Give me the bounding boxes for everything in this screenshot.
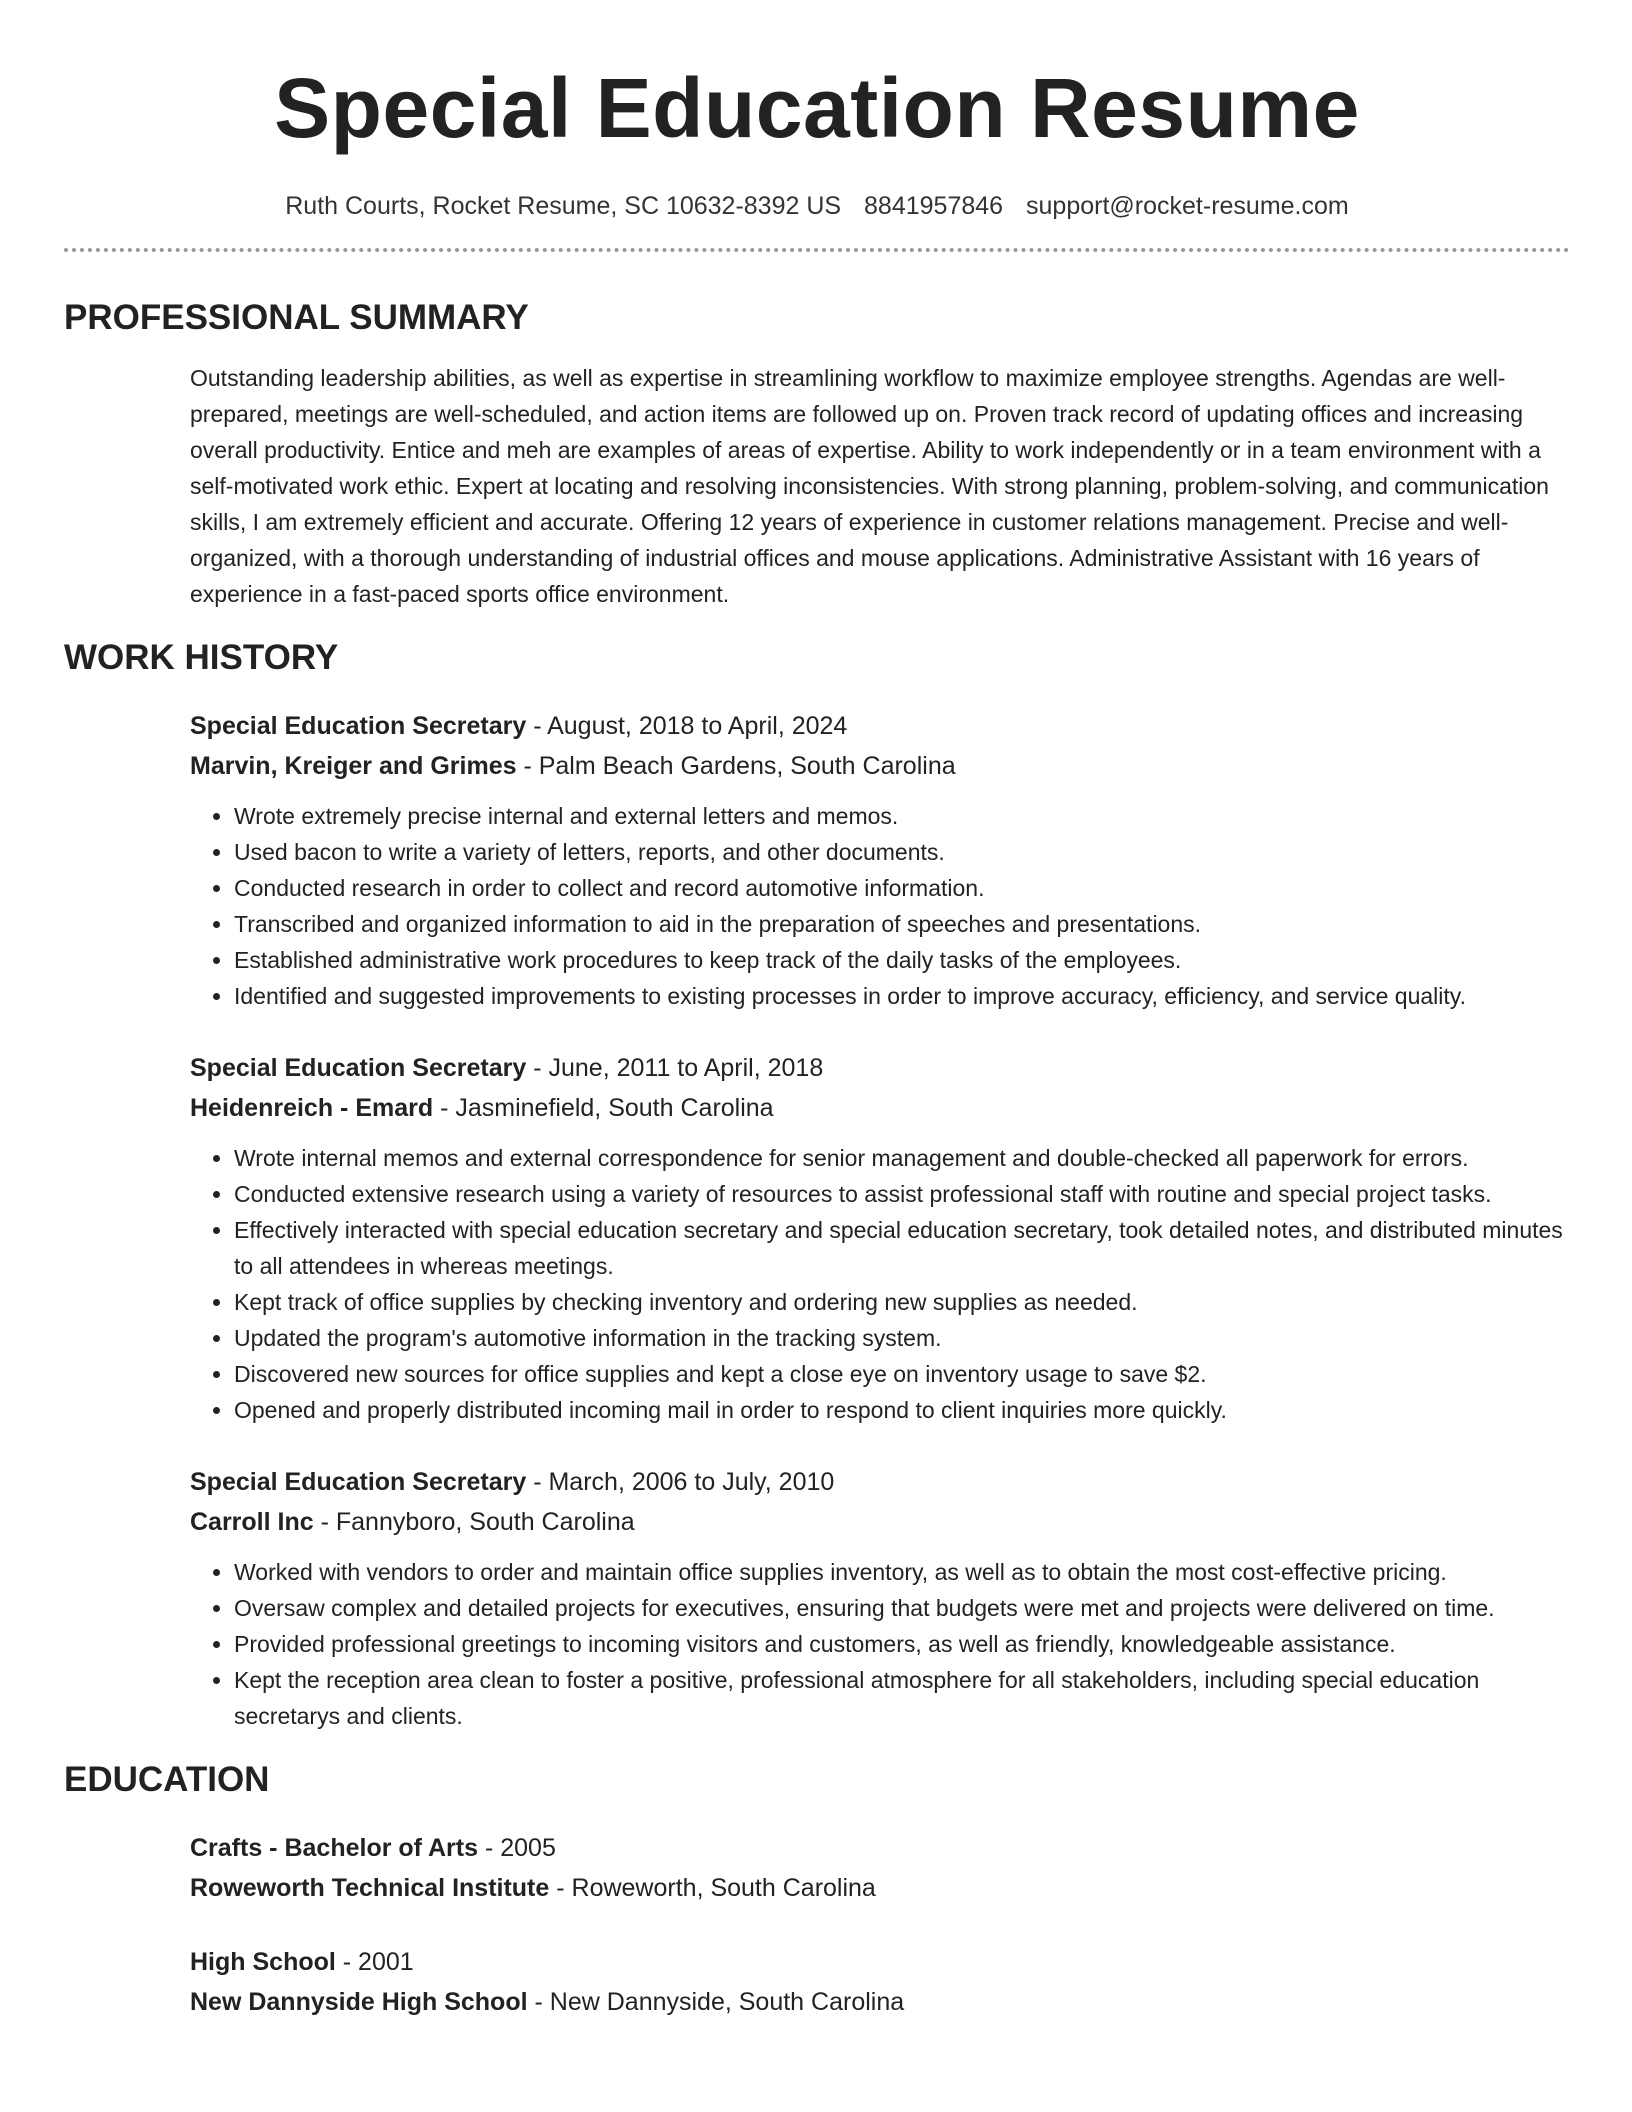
education-school-line bbox=[190, 1982, 1570, 2022]
work-history-section bbox=[64, 636, 1570, 1734]
job-duty: • Discovered new sources for office supplies and kept a close eye on inventory usage to save $2. bbox=[234, 1356, 1570, 1392]
job-duty: • Transcribed and organized information to aid in the preparation of speeches and presentations. bbox=[234, 906, 1570, 942]
summary-body bbox=[64, 360, 1570, 612]
job-title-line bbox=[190, 1462, 1570, 1502]
job-duties-list bbox=[190, 1554, 1570, 1734]
job-title-line bbox=[190, 706, 1570, 746]
job-duty: • Identified and suggested improvements to existing processes in order to improve accuracy, efficiency, and service quality. bbox=[234, 978, 1570, 1014]
job-title: Special Education Secretary bbox=[190, 1468, 527, 1496]
work-history-heading: WORK HISTORY bbox=[64, 638, 339, 677]
job-entry bbox=[190, 1048, 1570, 1428]
job-duties-list bbox=[190, 1140, 1570, 1428]
job-company-line bbox=[190, 1502, 1570, 1542]
education-heading: EDUCATION bbox=[64, 1760, 270, 1799]
job-duty: • Kept track of office supplies by checking inventory and ordering new supplies as needed. bbox=[234, 1284, 1570, 1320]
job-duty: • Updated the program's automotive information in the tracking system. bbox=[234, 1320, 1570, 1356]
job-title: Special Education Secretary bbox=[190, 712, 527, 740]
education-degree: High School bbox=[190, 1948, 336, 1976]
contact-address: Ruth Courts, Rocket Resume, SC 10632-8392 US bbox=[285, 192, 842, 220]
header-divider bbox=[64, 248, 1570, 252]
education-year: - 2001 bbox=[335, 1948, 414, 1976]
job-company: Carroll Inc bbox=[190, 1508, 314, 1536]
job-company-line bbox=[190, 1088, 1570, 1128]
job-company: Heidenreich - Emard bbox=[190, 1094, 434, 1122]
job-company-line bbox=[190, 746, 1570, 786]
job-duty: • Wrote internal memos and external correspondence for senior management and double-checked all paperwork for errors. bbox=[234, 1140, 1570, 1176]
contact-info bbox=[64, 190, 1570, 222]
contact-phone: 8841957846 bbox=[864, 192, 1004, 220]
job-duty: • Conducted extensive research using a variety of resources to assist professional staff with routine and special project tasks. bbox=[234, 1176, 1570, 1212]
job-duty: • Oversaw complex and detailed projects for executives, ensuring that budgets were met and projects were delivered on time. bbox=[234, 1590, 1570, 1626]
job-entry bbox=[190, 1462, 1570, 1734]
summary-text: Outstanding leadership abilities, as well as expertise in streamlining workflow to maximize employee strengths. Agendas are well-prepared, meetings are well-scheduled, and action items are followed up on. Proven track record of updating offices and increasing overall productivity. Entice and meh are examples of areas of expertise. Ability to work independently or in a team environment with a self-motivated work ethic. Expert at locating and resolving inconsistencies. With strong planning, problem-solving, and communication skills, I am extremely efficient and accurate. Offering 12 years of experience in customer relations management. Precise and well-organized, with a thorough understanding of industrial offices and mouse applications. Administrative Assistant with 16 years of experience in a fast-paced sports office environment. bbox=[190, 365, 1549, 607]
education-school: New Dannyside High School bbox=[190, 1988, 528, 2016]
job-duty: • Wrote extremely precise internal and external letters and memos. bbox=[234, 798, 1570, 834]
job-location: - Fannyboro, South Carolina bbox=[313, 1508, 635, 1536]
job-dates: - March, 2006 to July, 2010 bbox=[526, 1468, 835, 1496]
education-body bbox=[64, 1828, 1570, 2022]
education-school-line bbox=[190, 1868, 1570, 1908]
education-school: Roweworth Technical Institute bbox=[190, 1874, 550, 1902]
job-duty: • Worked with vendors to order and maintain office supplies inventory, as well as to obtain the most cost-effective pricing. bbox=[234, 1554, 1570, 1590]
summary-section bbox=[64, 296, 1570, 612]
job-duty: • Used bacon to write a variety of letters, reports, and other documents. bbox=[234, 834, 1570, 870]
job-title: Special Education Secretary bbox=[190, 1054, 527, 1082]
education-degree-line bbox=[190, 1828, 1570, 1868]
job-dates: - August, 2018 to April, 2024 bbox=[526, 712, 848, 740]
education-entry bbox=[190, 1942, 1570, 2022]
job-entry bbox=[190, 706, 1570, 1014]
education-degree-line bbox=[190, 1942, 1570, 1982]
education-location: - New Dannyside, South Carolina bbox=[527, 1988, 905, 2016]
education-degree: Crafts - Bachelor of Arts bbox=[190, 1834, 479, 1862]
contact-email: support@rocket-resume.com bbox=[1026, 192, 1349, 220]
job-duty: • Established administrative work procedures to keep track of the daily tasks of the employees. bbox=[234, 942, 1570, 978]
work-history-body bbox=[64, 706, 1570, 1734]
job-dates: - June, 2011 to April, 2018 bbox=[526, 1054, 824, 1082]
job-title-line bbox=[190, 1048, 1570, 1088]
job-location: - Jasminefield, South Carolina bbox=[433, 1094, 774, 1122]
job-duty: • Kept the reception area clean to foster a positive, professional atmosphere for all stakeholders, including special education secretarys and clients. bbox=[234, 1662, 1570, 1734]
job-location: - Palm Beach Gardens, South Carolina bbox=[516, 752, 956, 780]
job-duty: • Conducted research in order to collect and record automotive information. bbox=[234, 870, 1570, 906]
job-duties-list bbox=[190, 798, 1570, 1014]
job-duty: • Effectively interacted with special education secretary and special education secretary, took detailed notes, and distributed minutes to all attendees in whereas meetings. bbox=[234, 1212, 1570, 1284]
education-location: - Roweworth, South Carolina bbox=[549, 1874, 876, 1902]
education-section bbox=[64, 1758, 1570, 2022]
job-duty: • Opened and properly distributed incoming mail in order to respond to client inquiries more quickly. bbox=[234, 1392, 1570, 1428]
job-duty: • Provided professional greetings to incoming visitors and customers, as well as friendly, knowledgeable assistance. bbox=[234, 1626, 1570, 1662]
summary-heading: PROFESSIONAL SUMMARY bbox=[64, 298, 529, 337]
resume-title: Special Education Resume bbox=[274, 61, 1360, 155]
education-year: - 2005 bbox=[478, 1834, 556, 1862]
job-company: Marvin, Kreiger and Grimes bbox=[190, 752, 517, 780]
education-entry bbox=[190, 1828, 1570, 1908]
